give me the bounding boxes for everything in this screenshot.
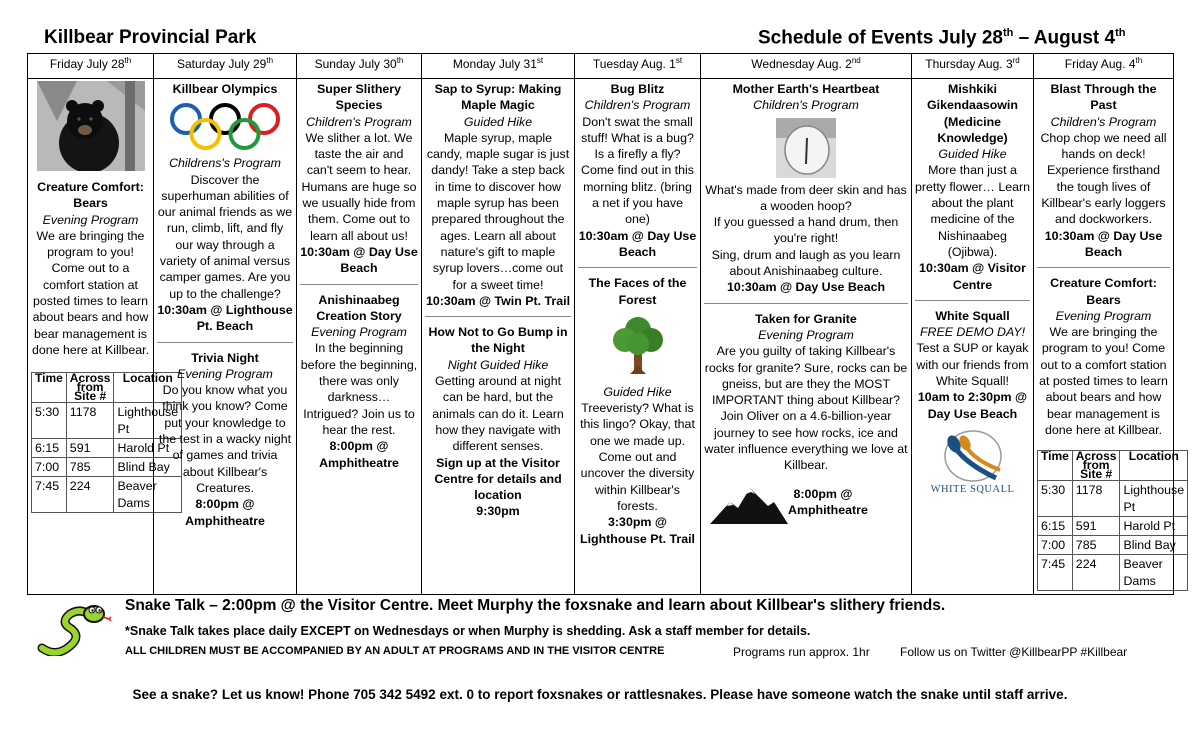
event-type: Evening Program: [42, 212, 139, 227]
event-description: Are you guilty of taking Killbear's rocks for granite? Sure, rocks can be gneiss, but are they the MOST IMPORTANT thing about Killbear? Join Oliver on a 4.6-billion-year journey to see how rocks, ice and water influence everything we love at Killbear.: [704, 344, 908, 473]
park-title: Killbear Provincial Park: [44, 27, 257, 48]
day-cell-wed-aug2: [701, 79, 912, 595]
schedule-title-sup-start: th: [1002, 27, 1014, 39]
table-cell: 5:30: [32, 403, 67, 439]
event-title: Killbear Olympics: [172, 82, 278, 96]
event-signup: Sign up at the Visitor Centre for details and location: [434, 455, 562, 503]
event-description: If you guessed a hand drum, then you're right!: [713, 215, 899, 246]
event-title: Creature Comfort: Bears: [1050, 276, 1157, 307]
table-row: [1038, 516, 1188, 535]
table-cell: 224: [1072, 555, 1120, 591]
event-description: Chop chop we need all hands on deck! Experience firsthand the tough lives of Killbear's early loggers and dockworkers.: [1040, 130, 1167, 227]
event-time: 10:30am @ Day Use Beach: [1044, 228, 1163, 259]
day-header-sun-jul30: Sunday July 30th: [297, 54, 422, 79]
table-cell: Lighthouse Pt: [114, 403, 182, 439]
table-row: [1038, 555, 1188, 591]
table-cell: Lighthouse Pt: [1120, 481, 1188, 517]
event-description: Maple syrup, maple candy, maple sugar is just dandy! Take a step back in time to discover how maple syrup has been prepared throughout the ages. Learn all about nature's gift to maple syrup lovers…come out for a sweet time!: [426, 130, 570, 292]
event-title: Trivia Night: [191, 350, 259, 365]
events-row: [28, 79, 1174, 595]
event-time: 8:00pm @ Amphitheatre: [788, 486, 868, 517]
day-header-wed-aug2: Wednesday Aug. 2nd: [701, 54, 912, 79]
schedule-table: [27, 53, 1185, 595]
day-cell-fri-jul28: [28, 79, 179, 595]
event-time: 10:30am @ Day Use Beach: [726, 280, 886, 295]
tree-icon: [610, 314, 666, 376]
event-type: FREE DEMO DAY!: [919, 325, 1026, 340]
table-header-time: Time: [32, 373, 67, 403]
event-description: We are bringing the program to you! Come out to a comfort station at posted times to learn about bears and how bear management is done here at Killbear.: [31, 228, 150, 357]
event-title: Creature Comfort: Bears: [37, 180, 144, 211]
day-cell-tue-aug1: [575, 79, 701, 595]
day-cell-fri-aug4: [1034, 79, 1185, 595]
schedule-title-sup-end: th: [1115, 27, 1126, 39]
event-type: Children's Program: [1050, 114, 1157, 129]
hand-drum-image: [776, 118, 836, 178]
event-time: 10:30am @ Twin Pt. Trail: [425, 293, 571, 308]
event-title: Mother Earth's Heartbeat: [732, 82, 880, 96]
bear-photo-image: [37, 81, 145, 171]
divider: [157, 342, 293, 343]
table-cell: 7:45: [1038, 555, 1073, 591]
program-duration: Programs run approx. 1hr: [733, 645, 870, 659]
event-time: 10:30am @ Day Use Beach: [578, 228, 697, 259]
day-cell-thu-aug3: [912, 79, 1034, 595]
event-description: In the beginning before the beginning, there was only darkness… Intrigued? Join us to hear the rest.: [300, 341, 418, 437]
event-description: We are bringing the program to you! Come out to a comfort station at posted times to learn about bears and how bear management is done here at Killbear.: [1039, 325, 1168, 437]
day-cell-sun-jul30: [297, 79, 422, 595]
mountain-icon: [710, 484, 788, 526]
event-title: Sap to Syrup: Making Maple Magic: [434, 82, 562, 113]
event-time: 10:30am @ Visitor Centre: [919, 261, 1026, 292]
event-type: Guided Hike: [603, 384, 672, 399]
table-cell: Harold Pt: [114, 438, 182, 457]
table-cell: 224: [66, 477, 114, 513]
event-time: 10:30am @ Day Use Beach: [300, 244, 418, 276]
divider: [300, 284, 418, 285]
divider: [578, 267, 697, 268]
event-type: Guided Hike: [463, 114, 533, 129]
divider: [1037, 267, 1170, 268]
table-header-site: Across from Site #: [1072, 451, 1120, 481]
event-description: Test a SUP or kayak with our friends from White Squall!: [916, 341, 1029, 389]
day-cell-sat-jul29: [154, 79, 297, 595]
table-cell: 7:45: [32, 477, 67, 513]
table-row: [32, 458, 182, 477]
event-type: Evening Program: [1055, 308, 1152, 323]
divider: [425, 316, 571, 317]
event-time: 10am to 2:30pm @ Day Use Beach: [917, 390, 1028, 421]
children-notice: ALL CHILDREN MUST BE ACCOMPANIED BY AN ADULT AT PROGRAMS AND IN THE VISITOR CENTRE: [125, 645, 665, 657]
event-title: Bug Blitz: [610, 82, 665, 96]
table-cell: 6:15: [32, 438, 67, 457]
schedule-title-start: Schedule of Events July 28: [758, 27, 1003, 49]
table-header-row: [1038, 451, 1188, 481]
day-header-tue-aug1: Tuesday Aug. 1st: [575, 54, 701, 79]
table-cell: 7:00: [1038, 536, 1073, 555]
table-cell: 591: [1072, 516, 1120, 535]
event-description: We slither a lot. We taste the air and can't seem to hear. Humans are huge so we usually hide from them. Come out to learn all about us!: [301, 130, 417, 243]
table-header-location: Location: [114, 373, 182, 403]
snake-talk-note: *Snake Talk takes place daily EXCEPT on Wednesdays or when Murphy is shedding. Ask a staff member for details.: [125, 624, 811, 638]
event-title: The Faces of the Forest: [588, 276, 687, 307]
event-type: Evening Program: [177, 366, 273, 381]
day-header-mon-jul31: Monday July 31st: [422, 54, 575, 79]
snake-cartoon-icon: [36, 600, 112, 656]
event-type: Childrens's Program: [169, 156, 281, 171]
event-title: Super Slithery Species: [316, 82, 401, 113]
event-description: Getting around at night can be hard, but the animals can do it. Learn how they navigate with different senses.: [432, 374, 564, 454]
white-squall-logo: [915, 430, 1030, 496]
table-cell: 7:00: [32, 458, 67, 477]
table-cell: 785: [1072, 536, 1120, 555]
white-squall-logo-text: WHITE SQUALL: [930, 483, 1015, 495]
table-cell: Beaver Dams: [114, 477, 182, 513]
event-time: 8:00pm @ Amphitheatre: [319, 439, 399, 470]
event-time: 10:30am @ Lighthouse Pt. Beach: [157, 302, 293, 334]
event-title: White Squall: [935, 308, 1010, 323]
event-description: Treeveristy? What is this lingo? Okay, that one we made up. Come out and uncover the diversity within Killbear's forests.: [580, 401, 695, 513]
table-cell: 785: [66, 458, 114, 477]
twitter-text: Follow us on Twitter @KillbearPP #Killbear: [900, 645, 1128, 659]
table-cell: Beaver Dams: [1120, 555, 1188, 591]
snake-talk-line: Snake Talk – 2:00pm @ the Visitor Centre. Meet Murphy the foxsnake and learn about Killbear's slithery friends.: [125, 597, 946, 614]
event-title: Anishinaabeg Creation Story: [316, 292, 402, 323]
table-row: [1038, 536, 1188, 555]
event-type: Children's Program: [306, 114, 412, 129]
event-description: More than just a pretty flower… Learn about the plant medicine of the Nishinaabeg (Ojibwa).: [915, 163, 1031, 259]
table-header-site: Across from Site #: [66, 373, 114, 403]
event-time: 8:00pm @ Amphitheatre: [185, 497, 265, 528]
table-cell: 6:15: [1038, 516, 1073, 535]
comfort-station-table: [1037, 450, 1188, 591]
table-cell: 1178: [66, 403, 114, 439]
divider: [915, 300, 1030, 301]
event-description: Sing, drum and laugh as you learn about Anishinaabeg culture.: [711, 247, 901, 279]
event-time: 3:30pm @ Lighthouse Pt. Trail: [580, 515, 695, 546]
table-cell: Blind Bay: [114, 458, 182, 477]
event-description: What's made from deer skin and has a wooden hoop?: [705, 182, 907, 213]
event-description: Discover the superhuman abilities of our animal friends as we run, climb, lift, and fly our way through a variety of animal versus camper games. Are you up to the challenge?: [157, 172, 293, 301]
event-type: Evening Program: [311, 325, 407, 340]
event-type: Children's Program: [753, 98, 859, 113]
table-cell: 5:30: [1038, 481, 1073, 517]
report-snake-line: See a snake? Let us know! Phone 705 342 5492 ext. 0 to report foxsnakes or rattlesnakes. Please have someone watch the snake until staff arrive.: [132, 687, 1068, 702]
table-cell: 1178: [1072, 481, 1120, 517]
event-description: Do you know what you think you know? Come put your knowledge to the test in a wacky night of games and trivia about Killbear's Creatures.: [158, 383, 292, 495]
event-title: Blast Through the Past: [1050, 82, 1157, 113]
event-time: 9:30pm: [476, 504, 520, 519]
day-cell-mon-jul31: [422, 79, 575, 595]
event-title: How Not to Go Bump in the Night: [428, 325, 568, 356]
event-title: Taken for Granite: [755, 311, 857, 326]
event-type: Night Guided Hike: [447, 357, 549, 372]
event-type: Evening Program: [758, 327, 854, 342]
table-header-time: Time: [1038, 451, 1073, 481]
table-row: [1038, 481, 1188, 517]
table-cell: Blind Bay: [1120, 536, 1188, 555]
day-header-fri-jul28: Friday July 28th: [28, 54, 154, 79]
day-header-sat-jul29: Saturday July 29th: [154, 54, 297, 79]
table-header-location: Location: [1120, 451, 1188, 481]
divider: [704, 303, 908, 304]
day-header-thu-aug3: Thursday Aug. 3rd: [912, 54, 1034, 79]
event-description: Don't swat the small stuff! What is a bug? Is a firefly a fly? Come find out in this morning blitz. (bring a net if you have one): [581, 114, 694, 227]
olympic-rings-icon: [166, 101, 284, 153]
day-header-row: [28, 54, 1174, 79]
day-header-fri-aug4: Friday Aug. 4th: [1034, 54, 1174, 79]
event-title: Mishkiki Gikendaasowin (Medicine Knowledge): [927, 82, 1018, 145]
schedule-title-end: – August 4: [1013, 27, 1116, 49]
table-cell: Harold Pt: [1120, 516, 1188, 535]
mountain-time-row: [704, 480, 908, 526]
twitter-line: [900, 645, 1127, 659]
table-cell: 591: [66, 438, 114, 457]
schedule-title: [758, 27, 1125, 49]
event-type: Guided Hike: [938, 147, 1007, 162]
paddle-logo-icon: [938, 430, 1008, 484]
event-type: Children's Program: [584, 98, 691, 113]
